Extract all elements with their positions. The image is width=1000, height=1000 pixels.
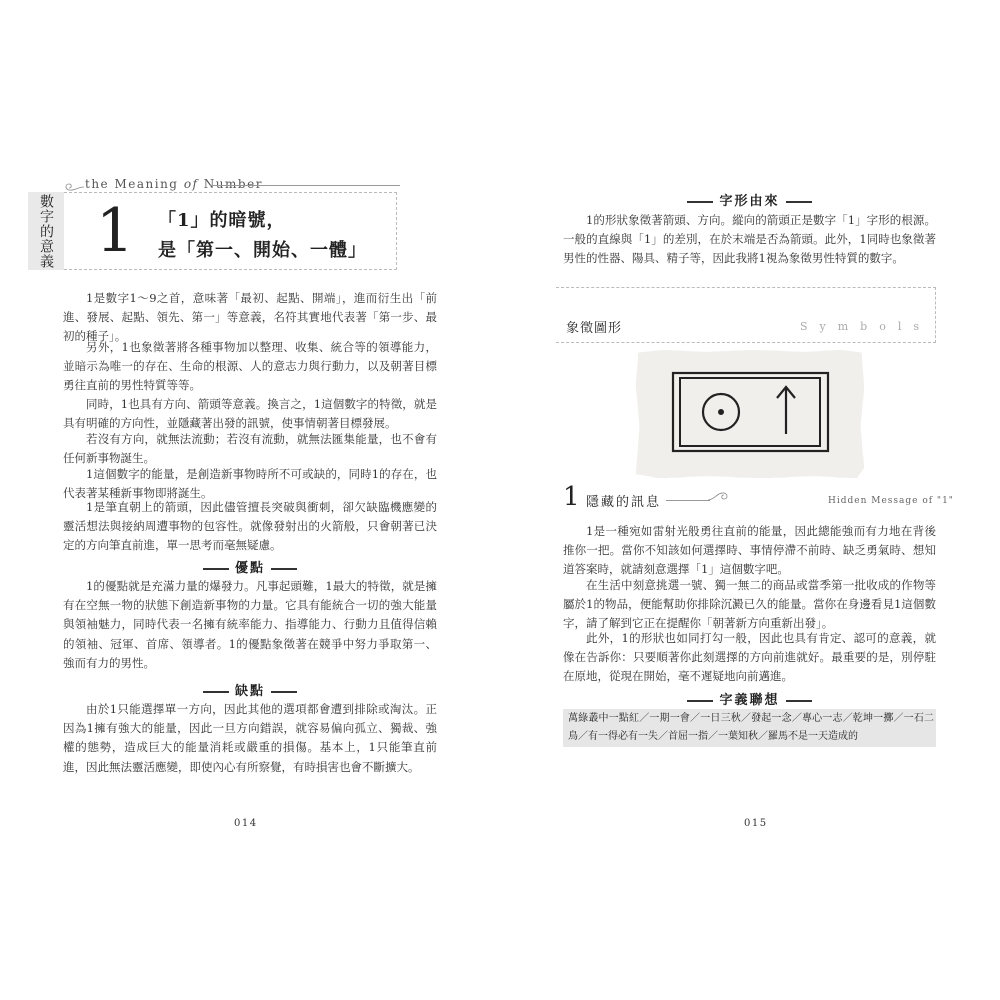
page-number: 015 [744,818,768,829]
weaknesses-text: 由於1只能選擇單一方向，因此其他的選項都會遭到排除或淘汰。正因為1擁有強大的能量，因此一旦方向錯誤，就容易偏向孤立、獨裁、強權的態勢，造成巨大的能量消耗或嚴重的損傷。基本上，1只能筆直前進，因此無法靈活應變，即使內心有所察覺，有時損害也會不斷擴大。 [63,702,437,774]
strengths-text: 1的優點就是充滿力量的爆發力。凡事起頭難，1最大的特徵，就是擁有在空無一物的狀態下創造新事物的力量。它具有能統合一切的強大能量與領袖魅力，同時代表一名擁有統率能力、指導能力、行動力且值得信賴的領袖、冠軍、首席、領導者。1的優點象徵著在競爭中努力爭取第一、強而有力的男性。 [63,579,437,670]
heading-dash [203,568,229,570]
big-number: 1 [95,196,135,266]
hidden-message-rule [666,500,710,501]
glyph-origin-heading: 字形由來 [563,190,936,209]
intro-paragraph: 若沒有方向，就無法流動；若沒有流動，就無法匯集能量，也不會有任何新事物誕生。 [63,432,437,466]
title-line-2: 是「第一、開始、一體」 [158,240,367,261]
glyph-origin-text: 1的形狀象徵著箭頭、方向。縱向的箭頭正是數字「1」字形的根源。一般的直線與「1」的差別，在於末端是否為箭頭。此外，1同時也象徵著男性的性器、陽具、精子等，因此我將1視為象徵男性特質的數字。 [563,213,936,266]
strengths-heading: 優點 [63,557,437,576]
intro-paragraph: 1這個數字的能量，是創造新事物時所不可或缺的，同時1的存在，也代表著某種新事物即將誕生。 [63,467,437,501]
hidden-message-paragraph: 在生活中刻意挑選一號、獨一無二的商品或當季第一批收成的作物等屬於1的物品，便能幫助你排除沉澱已久的能量。當你在身邊看見1這個數字，請了解到它正在提醒你「朝著新方向重新出發」。 [563,578,936,631]
symbols-title: 象徵圖形 [566,321,623,336]
heading-dash [687,700,713,702]
heading-dash [203,691,229,693]
intro-paragraph: 另外，1也象徵著將各種事物加以整理、收集、統合等的領導能力，並暗示為唯一的存在、生命的根源、人的意志力與行動力，以及朝著目標勇往直前的男性特質等等。 [63,340,437,393]
hidden-message-title: 隱藏的訊息 [586,495,662,510]
hidden-message-paragraph: 此外，1的形狀也如同打勾一般，因此也具有肯定、認可的意義，就像在告訴你：只要順著你此刻選擇的方向前進就好。最重要的是，別停駐在原地，從現在開始，毫不遲疑地向前邁進。 [563,631,936,684]
circle-dot-arrow-symbol-icon [636,350,864,478]
heading-dash [271,568,297,570]
title-line-1: 「1」的暗號， [158,210,286,231]
heading-dash [687,201,713,203]
heading-dash [271,691,297,693]
header-rule [210,185,400,186]
intro-paragraph: 1是筆直朝上的箭頭，因此儘管擅長突破與衝刺，卻欠缺臨機應變的靈活想法與接納周遭事物的包容性。就像發射出的火箭般，只會朝著已決定的方向筆直前進，單一思考而毫無疑慮。 [63,500,437,553]
hidden-message-title-en: Hidden Message of "1" [828,496,954,506]
word-associations-heading: 字義聯想 [563,689,936,708]
weaknesses-heading: 缺點 [63,680,437,699]
heading-dash [786,201,812,203]
symbol-image [636,350,864,478]
intro-paragraph: 1是數字1〜9之首，意味著「最初、起點、開端」，進而衍生出「前進、發展、起點、領先、第一」等意義，名符其實地代表著「第一步、最初的種子」。 [63,291,437,344]
decorative-swirl-icon [706,486,732,506]
meaning-of-number-label: the Meaning of Number [85,177,263,191]
side-label: 數字的意義 [28,192,64,270]
symbols-title-en: Symbols [800,320,932,333]
hidden-message-number: 1 [563,482,580,512]
page-number: 014 [234,818,258,829]
word-associations-text: 萬綠叢中一點紅／一期一會／一日三秋／發起一念／專心一志／乾坤一擲／一石二鳥／有一得必有一失／首屈一指／一葉知秋／羅馬不是一天造成的 [568,713,934,742]
heading-dash [786,700,812,702]
hidden-message-paragraph: 1是一種宛如雷射光般勇往直前的能量，因此總能強而有力地在背後推你一把。當你不知該如何選擇時、事情停滯不前時、缺乏勇氣時、想知道答案時，就請刻意選擇「1」這個數字吧。 [563,524,936,577]
intro-paragraph: 同時，1也具有方向、箭頭等意義。換言之，1這個數字的特徵，就是具有明確的方向性，並隱藏著出發的訊號，使事情朝著目標發展。 [63,397,437,431]
